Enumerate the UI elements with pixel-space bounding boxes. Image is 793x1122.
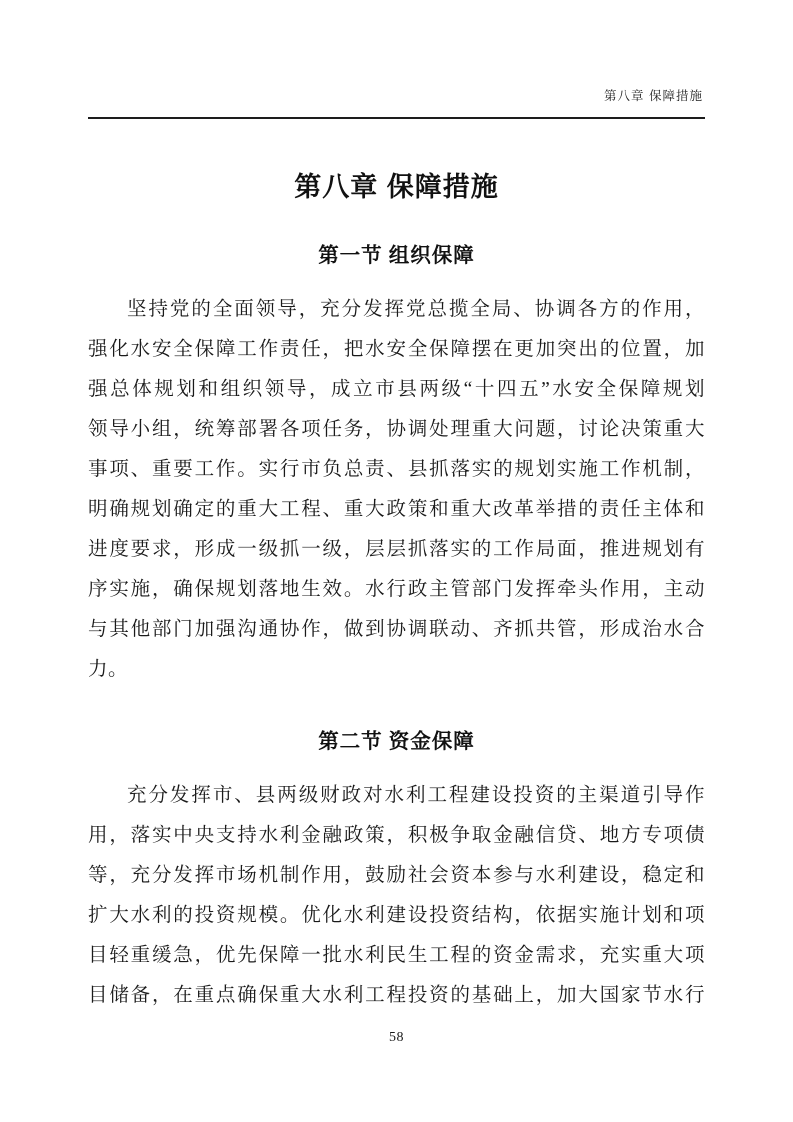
section-organization <box>88 238 705 690</box>
paragraph-line: 明确规划确定的重大工程、重大政策和重大改革举措的责任主体和 <box>88 499 705 520</box>
chapter-title: 第八章 保障措施 <box>294 172 499 202</box>
section-2-paragraph <box>88 776 705 1016</box>
paragraph-line: 用，落实中央支持水利金融政策，积极争取金融信贷、地方专项债 <box>88 825 705 846</box>
paragraph-line: 序实施，确保规划落地生效。水行政主管部门发挥牵头作用，主动 <box>88 579 705 600</box>
header-rule <box>88 117 705 119</box>
paragraph-line: 事项、重要工作。实行市负总责、县抓落实的规划实施工作机制， <box>88 459 705 480</box>
paragraph-line: 坚持党的全面领导，充分发挥党总揽全局、协调各方的作用， <box>127 299 705 320</box>
paragraph-line: 目轻重缓急，优先保障一批水利民生工程的资金需求，充实重大项 <box>88 945 705 966</box>
paragraph-line: 领导小组，统筹部署各项任务，协调处理重大问题，讨论决策重大 <box>88 419 705 440</box>
paragraph-line: 等，充分发挥市场机制作用，鼓励社会资本参与水利建设，稳定和 <box>88 865 705 886</box>
paragraph-line: 强化水安全保障工作责任，把水安全保障摆在更加突出的位置，加 <box>88 339 705 360</box>
paragraph-line: 力。 <box>88 659 129 680</box>
section-2-title: 第二节 资金保障 <box>318 731 475 753</box>
page-footer <box>0 1028 793 1046</box>
page-number: 58 <box>389 1030 404 1045</box>
paragraph-line: 充分发挥市、县两级财政对水利工程建设投资的主渠道引导作 <box>127 785 705 806</box>
paragraph-line: 目储备，在重点确保重大水利工程投资的基础上，加大国家节水行 <box>88 985 705 1006</box>
paragraph-line: 扩大水利的投资规模。优化水利建设投资结构，依据实施计划和项 <box>88 905 705 926</box>
running-header <box>88 86 705 104</box>
paragraph-line: 进度要求，形成一级抓一级，层层抓落实的工作局面，推进规划有 <box>88 539 705 560</box>
paragraph-line: 与其他部门加强沟通协作，做到协调联动、齐抓共管，形成治水合 <box>88 619 705 640</box>
section-1-paragraph <box>88 290 705 690</box>
section-1-title: 第一节 组织保障 <box>318 245 475 267</box>
paragraph-line: 强总体规划和组织领导，成立市县两级“十四五”水安全保障规划 <box>88 379 705 400</box>
section-funding <box>88 724 705 1016</box>
running-header-text: 第八章 保障措施 <box>604 89 703 103</box>
